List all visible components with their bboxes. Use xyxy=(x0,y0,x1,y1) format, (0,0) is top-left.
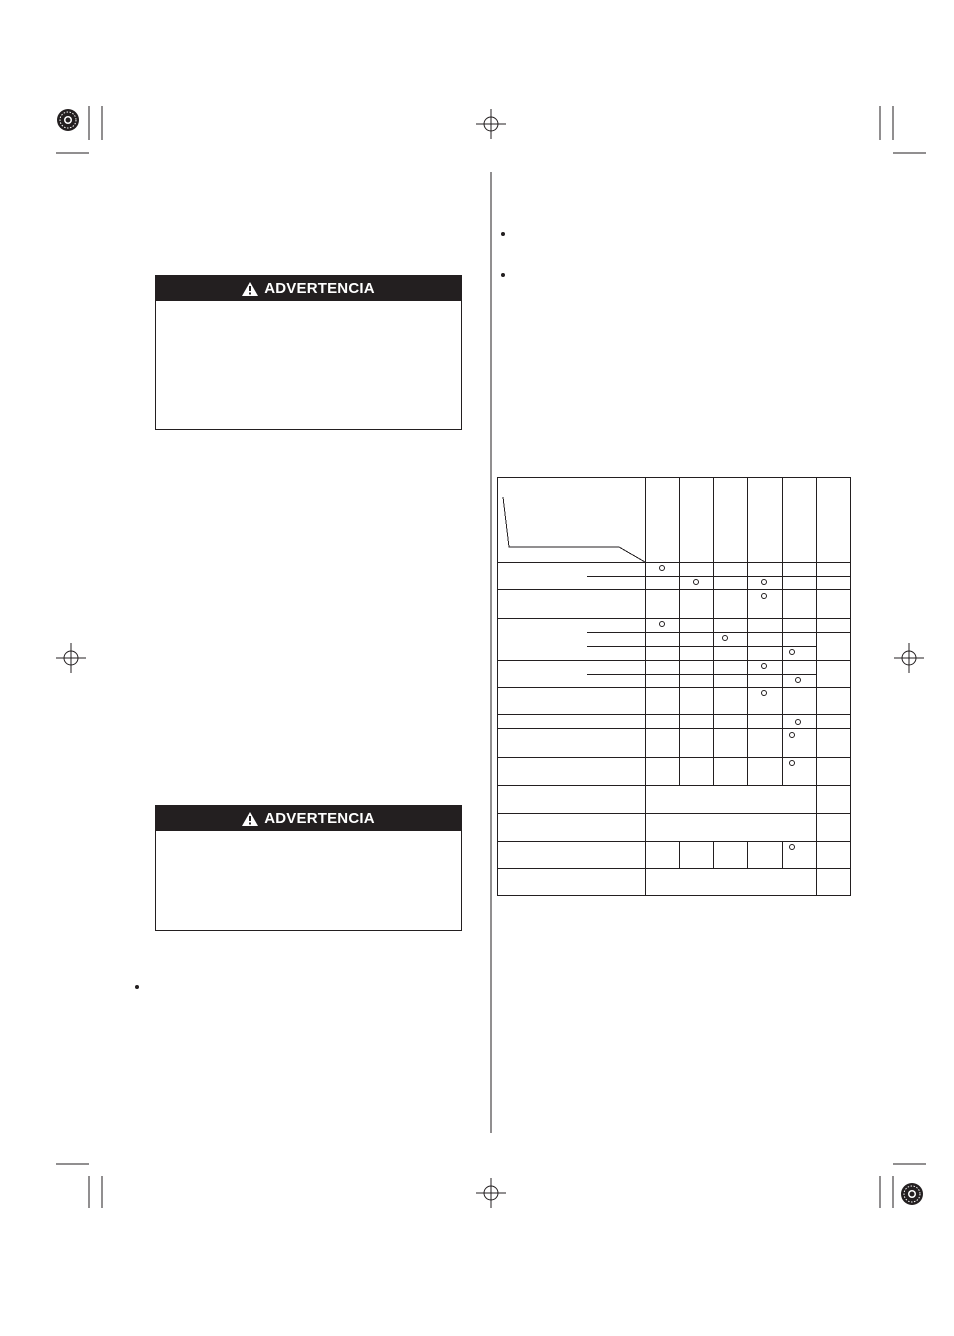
schedule-mark-icon xyxy=(761,663,767,669)
schedule-mark-icon xyxy=(795,719,801,725)
schedule-mark-icon xyxy=(789,649,795,655)
warning-box xyxy=(155,275,462,430)
warning-header xyxy=(156,276,461,301)
schedule-mark-icon xyxy=(693,579,699,585)
schedule-mark-icon xyxy=(761,690,767,696)
schedule-mark-icon xyxy=(659,621,665,627)
starburst-target-icon xyxy=(57,109,79,131)
registration-crosshair-icon xyxy=(894,643,924,673)
list-bullet xyxy=(135,985,139,989)
warning-title: ADVERTENCIA xyxy=(264,810,375,827)
list-bullet xyxy=(501,273,505,277)
registration-crosshair-icon xyxy=(476,109,506,139)
schedule-mark-icon xyxy=(659,565,665,571)
schedule-mark-icon xyxy=(789,844,795,850)
warning-header xyxy=(156,806,461,831)
schedule-mark-icon xyxy=(795,677,801,683)
schedule-mark-icon xyxy=(761,593,767,599)
list-bullet xyxy=(501,232,505,236)
maintenance-schedule-table xyxy=(497,477,851,902)
warning-triangle-icon xyxy=(242,282,258,296)
schedule-mark-icon xyxy=(761,579,767,585)
warning-triangle-icon xyxy=(242,812,258,826)
warning-box xyxy=(155,805,462,931)
starburst-target-icon xyxy=(901,1183,923,1205)
schedule-mark-icon xyxy=(722,635,728,641)
registration-crosshair-icon xyxy=(56,643,86,673)
schedule-mark-icon xyxy=(789,732,795,738)
table-grid-lines xyxy=(497,477,851,897)
warning-title: ADVERTENCIA xyxy=(264,280,375,297)
schedule-mark-icon xyxy=(789,760,795,766)
registration-crosshair-icon xyxy=(476,1178,506,1208)
